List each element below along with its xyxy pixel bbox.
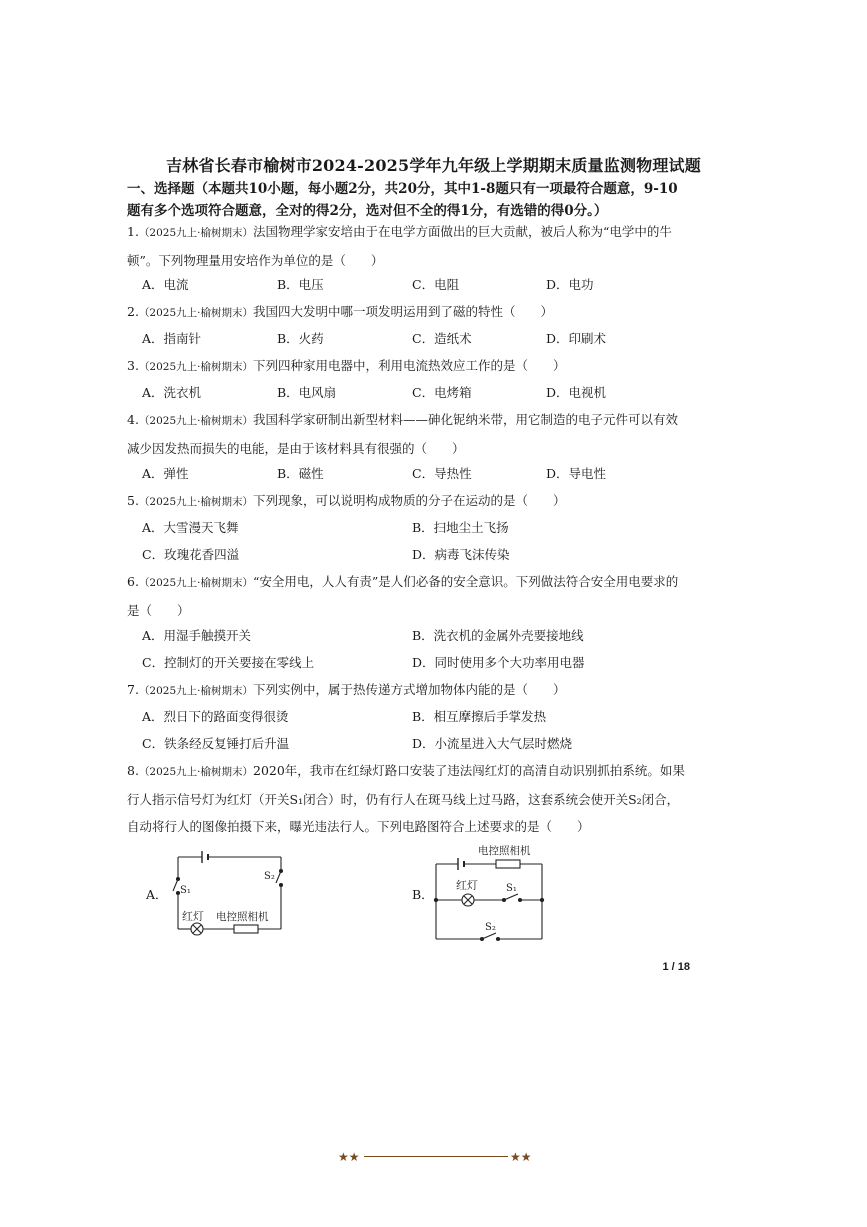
label-s1: S₁ (180, 885, 191, 896)
question-number: 2. (127, 304, 139, 319)
question-text: 下列实例中，属于热传递方式增加物体内能的是（ ） (253, 682, 566, 697)
page-title: 吉林省长春市榆树市2024-2025学年九年级上学期期末质量监测物理试题 (166, 156, 701, 175)
question-1 (127, 218, 690, 274)
option-b[interactable]: B．相互摩擦后手掌发热 (412, 709, 547, 724)
switch-contact (503, 899, 506, 902)
option-b[interactable]: B．扫地尘土飞扬 (412, 520, 509, 535)
junction-dot (540, 898, 543, 901)
option-b[interactable]: B．磁性 (277, 466, 324, 481)
label-s2: S₂ (264, 871, 275, 882)
switch-s1-blade (504, 894, 518, 900)
question-source: （2025九上·榆树期末） (138, 766, 253, 778)
label-device: 电控照相机 (478, 845, 531, 857)
circuit-diagram-b[interactable] (430, 838, 550, 946)
label-s1: S₁ (506, 883, 517, 894)
question-3 (127, 352, 690, 381)
question-6 (127, 568, 690, 624)
option-d[interactable]: D．病毒飞沫传染 (412, 547, 510, 562)
question-source: （2025九上·榆树期末） (138, 361, 253, 373)
page-footer-ornament (338, 1147, 534, 1167)
question-number: 6. (127, 574, 139, 589)
option-b[interactable]: B．电压 (277, 277, 324, 292)
question-2 (127, 298, 690, 327)
star-icon: ★★ (338, 1150, 360, 1164)
question-text: 法国物理学家安培由于在电学方面做出的巨大贡献，被后人称为“电学中的牛顿”。下列物理量用安培作为单位的是（ ） (127, 224, 672, 268)
question-source: （2025九上·榆树期末） (138, 307, 253, 319)
question-7 (127, 676, 690, 705)
circuit-diagram-a[interactable] (166, 845, 292, 945)
label-s2: S₂ (485, 922, 496, 933)
question-text: “安全用电，人人有责”是人们必备的安全意识。下列做法符合安全用电要求的是（ ） (127, 574, 679, 618)
question-number: 8. (127, 763, 139, 778)
section-heading: 一、选择题（本题共10小题，每小题2分，共20分，其中1-8题只有一项最符合题意，9-10题有多个选项符合题意，全对的得2分，选对但不全的得1分，有选错的得0分。） (127, 181, 678, 219)
resistor-symbol (234, 925, 258, 933)
question-source: （2025九上·榆树期末） (138, 496, 253, 508)
question-text: 我国四大发明中哪一项发明运用到了磁的特性（ ） (253, 304, 554, 319)
switch-s2-blade (482, 933, 496, 939)
switch-contact (177, 878, 180, 881)
option-d[interactable]: D．小流星进入大气层时燃烧 (412, 736, 573, 751)
question-source: （2025九上·榆树期末） (138, 577, 253, 589)
option-a[interactable]: A．大雪漫天飞舞 (142, 520, 239, 535)
option-d[interactable]: D．导电性 (546, 466, 607, 481)
option-d[interactable]: D．电视机 (546, 385, 607, 400)
question-8 (127, 757, 690, 840)
option-a[interactable]: A．洗衣机 (142, 385, 202, 400)
option-b[interactable]: B．洗衣机的金属外壳要接地线 (412, 628, 584, 643)
option-b[interactable]: B．火药 (277, 331, 324, 346)
option-a[interactable]: A． (146, 887, 168, 902)
switch-contact (280, 870, 283, 873)
option-c[interactable]: C．电烤箱 (412, 385, 472, 400)
option-d[interactable]: D．印刷术 (546, 331, 607, 346)
label-device: 电控照相机 (216, 911, 269, 923)
option-a[interactable]: A．指南针 (142, 331, 202, 346)
option-b[interactable]: B．电风扇 (277, 385, 337, 400)
question-5 (127, 487, 690, 516)
footer-divider (364, 1156, 508, 1157)
option-c[interactable]: C．铁条经反复锤打后升温 (142, 736, 290, 751)
star-icon: ★★ (510, 1150, 532, 1164)
page-number: 1 / 18 (662, 961, 690, 973)
junction-dot (434, 898, 437, 901)
question-text: 我国科学家研制出新型材料——砷化铌纳米带，用它制造的电子元件可以有效减少因发热而损失的电能，是由于该材料具有很强的（ ） (127, 412, 679, 456)
question-text: 下列四种家用电器中，利用电流热效应工作的是（ ） (253, 358, 566, 373)
question-number: 5. (127, 493, 139, 508)
option-a[interactable]: A．用湿手触摸开关 (142, 628, 252, 643)
question-number: 7. (127, 682, 139, 697)
option-a[interactable]: A．电流 (142, 277, 189, 292)
option-c[interactable]: C．导热性 (412, 466, 472, 481)
option-a[interactable]: A．弹性 (142, 466, 189, 481)
option-a[interactable]: A．烈日下的路面变得很烫 (142, 709, 289, 724)
option-d[interactable]: D．电功 (546, 277, 594, 292)
question-source: （2025九上·榆树期末） (138, 685, 253, 697)
question-number: 1. (127, 224, 139, 239)
question-source: （2025九上·榆树期末） (138, 227, 253, 239)
question-text: 2020年，我市在红绿灯路口安装了违法闯红灯的高清自动识别抓拍系统。如果行人指示信号灯为红灯（开关S₁闭合）时，仍有行人在斑马线上过马路，这套系统会使开关S₂闭合，自动将行人的图像拍摄下来，曝光违法行人。下列电路图符合上述要求的是（ ） (127, 763, 685, 834)
option-d[interactable]: D．同时使用多个大功率用电器 (412, 655, 585, 670)
label-lamp: 红灯 (182, 910, 204, 923)
question-4 (127, 406, 690, 462)
option-c[interactable]: C．控制灯的开关要接在零线上 (142, 655, 315, 670)
option-c[interactable]: C．玫瑰花香四溢 (142, 547, 240, 562)
question-number: 4. (127, 412, 139, 427)
question-text: 下列现象，可以说明构成物质的分子在运动的是（ ） (253, 493, 566, 508)
option-b[interactable]: B． (412, 887, 434, 902)
question-number: 3. (127, 358, 139, 373)
option-c[interactable]: C．造纸术 (412, 331, 472, 346)
question-source: （2025九上·榆树期末） (138, 415, 253, 427)
resistor-symbol (496, 860, 520, 868)
switch-contact (481, 938, 484, 941)
option-c[interactable]: C．电阻 (412, 277, 460, 292)
label-lamp: 红灯 (456, 879, 478, 892)
